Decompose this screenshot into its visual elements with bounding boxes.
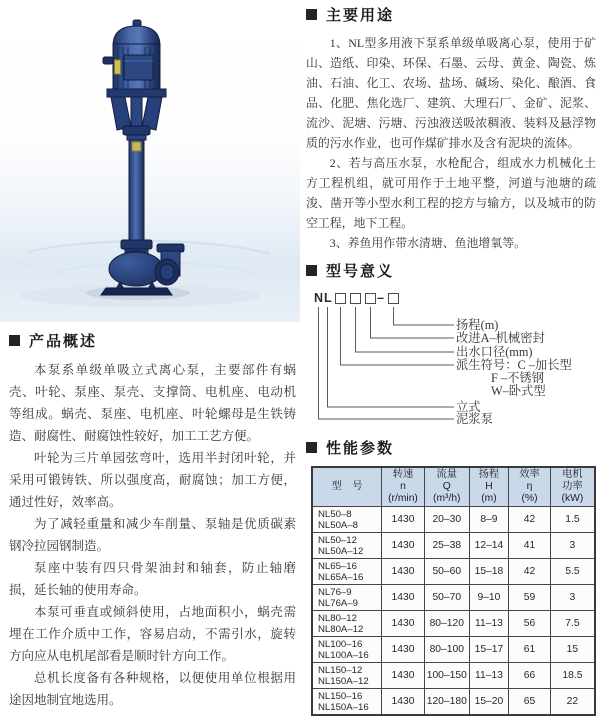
overview-paragraph: 本泵系单级单吸立式离心泵，主要部件有蜗壳、叶轮、泵座、泵壳、支撑筒、电机座、电动机等组成。蜗壳、泵座、电机座、叶轮螺母是生铁铸造、耐腐性、耐腐蚀性较好，加工工艺方便。 xyxy=(9,363,296,443)
table-row xyxy=(312,533,595,559)
code-box-icon xyxy=(350,293,361,304)
table-row xyxy=(312,663,595,689)
cell-efficiency: 42 xyxy=(509,559,551,585)
label-derive-f: F –不锈钢 xyxy=(491,371,544,385)
uses-item: 1、NL型多用液下泵系单级单吸离心泵，使用于矿山、造纸、印染、环保、石墨、云母、黄金、陶瓷、炼油、石油、化工、农场、盐场、碱场、染化、酿酒、食品、化肥、焦化选厂、建筑、大理石厂、金矿、泥浆、流沙、泥塘、污塘、污浊液送吸浓稠液、装料及悬浮物质的污水作业，也可作煤矿排水及含有泥块的流体。 xyxy=(306,36,596,150)
label-derive-w: W–卧式型 xyxy=(491,384,546,398)
cell-speed: 1430 xyxy=(382,507,425,533)
cell-flow: 25–38 xyxy=(424,533,469,559)
cell-speed: 1430 xyxy=(382,689,425,716)
table-row xyxy=(312,611,595,637)
section-header xyxy=(306,260,596,281)
model-code-diagram xyxy=(306,291,598,433)
code-box-icon xyxy=(335,293,346,304)
cell-efficiency: 41 xyxy=(509,533,551,559)
overview-paragraph: 泵座中装有四只骨架油封和轴套，防止轴磨损，延长轴的使用寿命。 xyxy=(9,561,296,597)
overview-paragraph: 叶轮为三片单园弦弯叶，选用半封闭叶轮，并采用可锻铸铁、所以强度高，耐腐蚀；加工方便，通过性好，效率高。 xyxy=(9,451,296,509)
code-letter-l: L xyxy=(324,291,332,305)
section-product-overview xyxy=(9,330,296,711)
col-power: 电机 功率 (kW) xyxy=(550,467,595,507)
section-performance-parameters xyxy=(306,437,596,716)
cell-power: 3 xyxy=(550,585,595,611)
cell-speed: 1430 xyxy=(382,533,425,559)
code-box-icon xyxy=(388,293,399,304)
section-bullet-icon xyxy=(306,442,317,453)
code-dash: – xyxy=(377,291,384,305)
cell-efficiency: 42 xyxy=(509,507,551,533)
cell-efficiency: 66 xyxy=(509,663,551,689)
cell-flow: 100–150 xyxy=(424,663,469,689)
col-head: 扬程 H (m) xyxy=(469,467,509,507)
cell-flow: 20–30 xyxy=(424,507,469,533)
section-main-uses xyxy=(306,4,596,253)
label-head: 扬程(m) xyxy=(456,318,499,332)
table-row xyxy=(312,585,595,611)
uses-item: 2、若与高压水泵，水枪配合，组成水力机械化土方工程机组，就可用作于土地平整，河道与池塘的疏浚、凿开等小型水利工程的挖方与输方，以及城市的防空工程，地下工程。 xyxy=(306,156,596,230)
table-row xyxy=(312,689,595,716)
cell-model: NL80–12 NL80A–12 xyxy=(312,611,382,637)
col-model: 型 号 xyxy=(312,467,382,507)
overview-paragraph: 本泵可垂直或倾斜使用，占地面积小，蜗壳需埋在工作介质中工作，容易启动，不需引水，旋转方向应从电机尾部看是顺时针方向工作。 xyxy=(9,605,296,663)
col-flow: 流量 Q (m³/h) xyxy=(424,467,469,507)
label-slurry: 泥浆泵 xyxy=(456,412,493,426)
section-bullet-icon xyxy=(306,9,317,20)
cell-model: NL150–16 NL150A–16 xyxy=(312,689,382,716)
section-title: 产品概述 xyxy=(29,333,98,350)
pump-illustration-icon xyxy=(0,0,300,322)
cell-model: NL76–9 NL76A–9 xyxy=(312,585,382,611)
cell-power: 3 xyxy=(550,533,595,559)
cell-head: 12–14 xyxy=(469,533,509,559)
cell-model: NL50–12 NL50A–12 xyxy=(312,533,382,559)
section-bullet-icon xyxy=(306,265,317,276)
col-speed: 转速 n (r/min) xyxy=(382,467,425,507)
code-letter-n: N xyxy=(314,291,324,305)
cell-speed: 1430 xyxy=(382,611,425,637)
cell-model: NL100–16 NL100A–16 xyxy=(312,637,382,663)
cell-head: 15–18 xyxy=(469,559,509,585)
cell-power: 15 xyxy=(550,637,595,663)
table-header-row xyxy=(312,467,595,507)
code-box-icon xyxy=(365,293,376,304)
section-title: 主要用途 xyxy=(326,7,395,24)
section-header xyxy=(306,4,596,25)
cell-head: 11–13 xyxy=(469,663,509,689)
cell-flow: 50–70 xyxy=(424,585,469,611)
cell-efficiency: 65 xyxy=(509,689,551,716)
section-header xyxy=(306,437,596,458)
cell-power: 7.5 xyxy=(550,611,595,637)
section-header xyxy=(9,330,296,351)
cell-head: 11–13 xyxy=(469,611,509,637)
label-outlet: 出水口径(mm) xyxy=(456,345,533,359)
cell-speed: 1430 xyxy=(382,559,425,585)
col-efficiency: 效率 η (%) xyxy=(509,467,551,507)
cell-head: 8–9 xyxy=(469,507,509,533)
cell-power: 5.5 xyxy=(550,559,595,585)
table-row xyxy=(312,637,595,663)
cell-speed: 1430 xyxy=(382,663,425,689)
section-title: 型号意义 xyxy=(326,263,395,280)
table-row xyxy=(312,559,595,585)
cell-flow: 120–180 xyxy=(424,689,469,716)
cell-head: 15–17 xyxy=(469,637,509,663)
pump-photo xyxy=(0,0,300,322)
label-vertical: 立式 xyxy=(456,400,481,414)
cell-efficiency: 56 xyxy=(509,611,551,637)
performance-table xyxy=(311,466,596,716)
section-model-meaning xyxy=(306,260,596,433)
cell-flow: 80–120 xyxy=(424,611,469,637)
cell-model: NL65–16 NL65A–16 xyxy=(312,559,382,585)
uses-item: 3、养鱼用作带水清塘、鱼池增氧等。 xyxy=(329,236,526,250)
cell-flow: 50–60 xyxy=(424,559,469,585)
cell-head: 15–20 xyxy=(469,689,509,716)
label-derive: 派生符号：C –加长型 xyxy=(456,358,572,372)
overview-paragraph: 为了减轻重量和减少车削量、泵轴是优质碳素钢冷拉园钢制造。 xyxy=(9,517,296,553)
overview-paragraph: 总机长度备有各种规格，以便使用单位根据用途因地制宜地选用。 xyxy=(9,671,296,707)
cell-efficiency: 59 xyxy=(509,585,551,611)
table-row xyxy=(312,507,595,533)
cell-model: NL50–8 NL50A–8 xyxy=(312,507,382,533)
cell-power: 18.5 xyxy=(550,663,595,689)
cell-speed: 1430 xyxy=(382,585,425,611)
section-title: 性能参数 xyxy=(326,440,395,457)
label-improve: 改进A–机械密封 xyxy=(456,331,545,345)
section-bullet-icon xyxy=(9,335,20,346)
cell-power: 22 xyxy=(550,689,595,716)
cell-power: 1.5 xyxy=(550,507,595,533)
cell-head: 9–10 xyxy=(469,585,509,611)
cell-model: NL150–12 NL150A–12 xyxy=(312,663,382,689)
cell-flow: 80–100 xyxy=(424,637,469,663)
cell-speed: 1430 xyxy=(382,637,425,663)
cell-efficiency: 61 xyxy=(509,637,551,663)
